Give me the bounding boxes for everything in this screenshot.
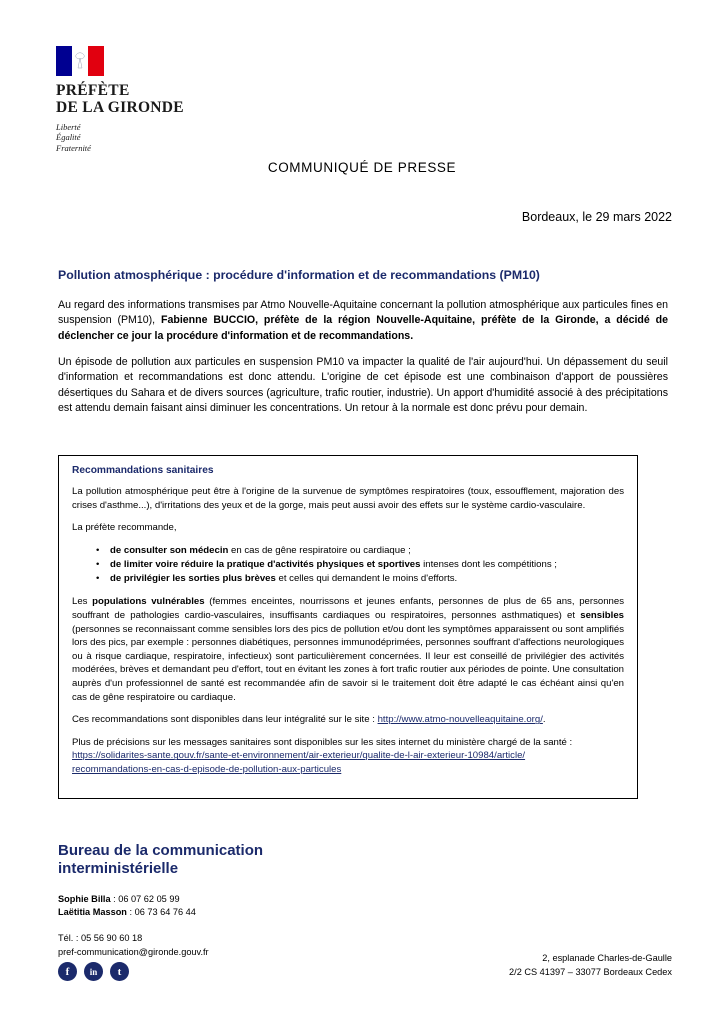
recommendations-paragraph-1: La pollution atmosphérique peut être à l'origine de la survenue de symptômes respiratoires (toux, essoufflement, majoration des crises d'asthme...), d'irritations des yeux et de la gorge, mais peut aussi avoir des effets sur le système cardio-vasculaire. xyxy=(72,486,624,511)
document-body xyxy=(58,268,668,428)
twitter-icon[interactable]: t xyxy=(110,962,129,981)
recommendations-list xyxy=(72,544,624,587)
motto-fraternite: Fraternité xyxy=(56,142,91,153)
ministry-website-link-part2[interactable]: recommandations-en-cas-d-episode-de-pollution-aux-particules xyxy=(72,764,342,776)
health-recommendations-box xyxy=(58,455,638,799)
bureau-line-1: Bureau de la communication xyxy=(58,842,264,859)
social-links xyxy=(58,962,129,981)
atmo-website-link[interactable]: http://www.atmo-nouvelleaquitaine.org/ xyxy=(377,714,543,726)
contact-phone: : 06 07 62 05 99 xyxy=(110,893,180,904)
list-item xyxy=(110,544,624,558)
list-item-text: en cas de gêne respiratoire ou cardiaque ; xyxy=(228,544,411,556)
episode-paragraph: Un épisode de pollution aux particules en suspension PM10 va impacter la qualité de l'air aujourd'hui. Un dépassement du seuil d'information et recommandations est donc attendu. L'origine de cet épisode est une combinaison d'apport de poussières désertiques du Sahara et de divers sources (agriculture, trafic routier, industrie). Un apport d'humidité associé à des précipitations est attendu demain faisant ainsi diminuer les concentrations. Un retour à la normale est donc prévu pour demain. xyxy=(58,356,668,415)
list-item-bold: de limiter voire réduire la pratique d'activités physiques et sportives xyxy=(110,559,421,571)
office-phone: Tél. : 05 56 90 60 18 xyxy=(58,933,143,944)
atmo-link-prefix: Ces recommandations sont disponibles dans leur intégralité sur le site : xyxy=(72,714,378,726)
bureau-line-2: interministérielle xyxy=(58,860,179,878)
atmo-link-paragraph xyxy=(72,713,624,727)
ministry-link-paragraph xyxy=(72,736,624,777)
contact-row xyxy=(58,906,658,920)
linkedin-icon[interactable]: in xyxy=(84,962,103,981)
footer xyxy=(58,842,658,960)
list-item xyxy=(110,572,624,586)
contact-name: Laëtitia Masson xyxy=(58,907,127,918)
vuln-bold-2: sensibles xyxy=(580,610,624,621)
vuln-bold-1: populations vulnérables xyxy=(92,596,205,608)
contact-phone: : 06 73 64 76 44 xyxy=(126,907,196,918)
address-line-2: 2/2 CS 41397 – 33077 Bordeaux Cedex xyxy=(509,966,672,977)
french-flag-icon xyxy=(56,46,104,76)
intro-text: Au regard des informations transmises par Atmo Nouvelle-Aquitaine concernant la pollution atmosphérique aux particules fines en suspension (PM10), xyxy=(58,299,668,327)
list-item-text: et celles qui demandent le moins d'efforts. xyxy=(275,573,458,585)
bureau-title xyxy=(58,842,658,879)
office-email-link[interactable]: pref-communication@gironde.gouv.fr xyxy=(58,946,209,957)
dateline: Bordeaux, le 29 mars 2022 xyxy=(521,210,672,224)
contact-name: Sophie Billa xyxy=(58,893,111,904)
contact-list xyxy=(58,893,658,921)
intro-paragraph xyxy=(58,298,668,344)
motto-egalite: Égalité xyxy=(56,132,81,143)
institution-line-2: DE LA GIRONDE xyxy=(56,99,184,117)
contact-row xyxy=(58,893,658,907)
atmo-link-suffix: . xyxy=(542,714,546,726)
facebook-icon[interactable]: f xyxy=(58,962,77,981)
ministry-website-link-part1[interactable]: https://solidarites-sante.gouv.fr/sante-et-environnement/air-exterieur/qualite-de-l-air-exterieur-10984/article/ xyxy=(72,750,526,762)
republic-header xyxy=(56,46,286,154)
vuln-text-c: (personnes se reconnaissant comme sensibles lors des pics de pollution et/ou dont les symptômes apparaissent ou sont amplifiés lors des pics, par exemple : personnes diabétiques, personnes immunodéprimées, personnes souffrant d'affections neurologiques ou à risque cardiaque, respiratoire, infectieux) sont particulièrement concernées. Il leur est conseillé de privilégier des activités modérées, brèves et demandant peu d'effort, tout en évitant les zones à fort trafic routier aux périodes de pointe. Une consultation auprès d'un professionnel de santé est recommandée afin de savoir si le traitement doit être adapté le cas échéant ainsi qu'en cas de gêne respiratoire ou cardiaque. xyxy=(72,623,624,703)
list-item-bold: de privilégier les sorties plus brèves xyxy=(110,573,276,585)
vuln-text-b: (femmes enceintes, nourrissons et jeunes enfants, personnes de plus de 65 ans, personnes souffrant de pathologies cardio-vasculaires, insuffisants cardiaques ou respiratoires, personnes asthmatiques) et xyxy=(72,596,624,621)
vulnerable-populations-paragraph xyxy=(72,595,624,704)
motto-liberte: Liberté xyxy=(56,121,81,132)
list-item-text: intenses dont les compétitions ; xyxy=(420,559,557,571)
postal-address xyxy=(509,952,672,980)
intro-bold: Fabienne BUCCIO, préfète de la région Nouvelle-Aquitaine, préfète de la Gironde, a décidé de déclencher ce jour la procédure d'information et de recommandations. xyxy=(58,314,668,342)
republic-motto xyxy=(56,122,286,154)
recommendations-paragraph-2: La préfète recommande, xyxy=(72,522,177,534)
address-line-1: 2, esplanade Charles-de-Gaulle xyxy=(542,953,672,963)
page-title: Pollution atmosphérique : procédure d'information et de recommandations (PM10) xyxy=(58,268,540,282)
list-item-bold: de consulter son médecin xyxy=(110,544,229,556)
recommendations-title: Recommandations sanitaires xyxy=(72,465,214,476)
ministry-link-prefix: Plus de précisions sur les messages sanitaires sont disponibles sur les sites internet du ministère chargé de la santé : xyxy=(72,736,573,748)
vuln-text-a: Les xyxy=(72,596,93,608)
list-item xyxy=(110,558,624,572)
document-kind: COMMUNIQUÉ DE PRESSE xyxy=(267,160,457,175)
institution-line-1: PRÉFÈTE xyxy=(56,82,130,99)
